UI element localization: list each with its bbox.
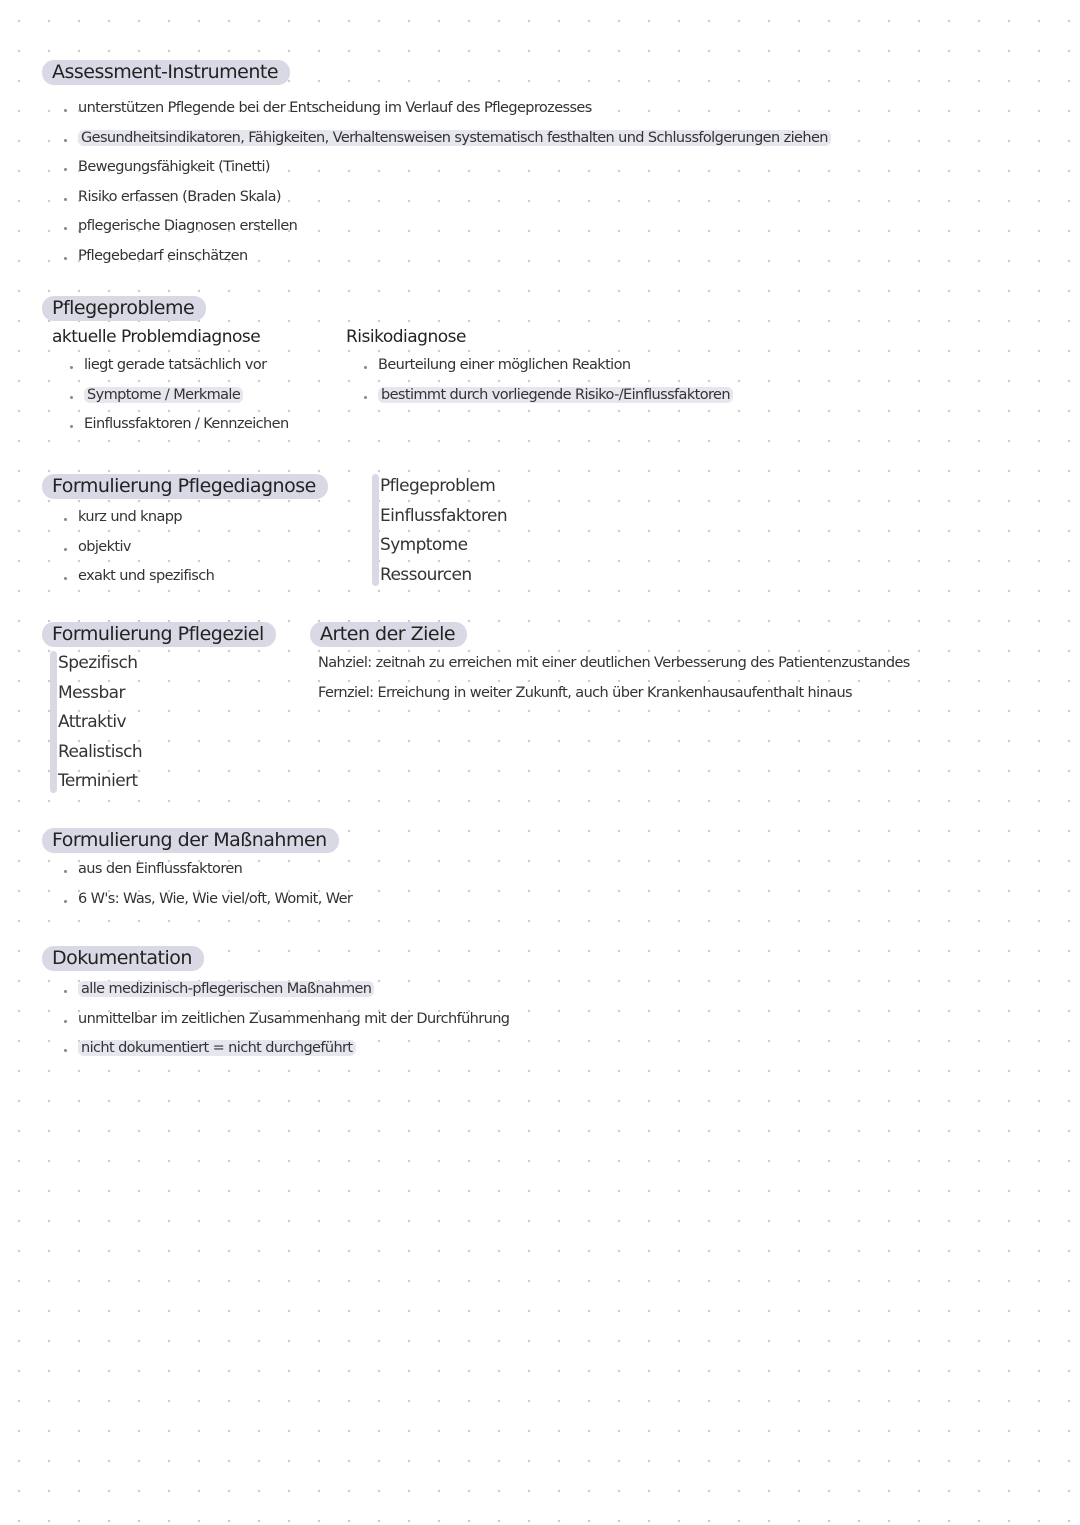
list-item: Realistisch (58, 741, 142, 762)
section-pflegeprobleme (42, 296, 206, 321)
heading-arten-ziele: Arten der Ziele (310, 622, 467, 647)
list-item: Spezifisch (58, 653, 138, 673)
list-item: Einflussfaktoren (380, 505, 507, 526)
pesr-list (368, 472, 1080, 590)
list-item: liegt gerade tatsächlich vor (48, 351, 289, 381)
list-item: bestimmt durch vorliegende Risiko-/Einflussfaktoren (342, 381, 733, 411)
heading-formulierung-ziel: Formulierung Pflegeziel (42, 622, 276, 647)
list-item: objektiv (42, 533, 328, 563)
heading-formulierung-diagnose: Formulierung Pflegediagnose (42, 474, 328, 499)
list-item: Beurteilung einer möglichen Reaktion (342, 351, 733, 381)
section-assessment (42, 60, 831, 271)
list-item: 6 W's: Was, Wie, Wie viel/oft, Womit, Wer (42, 885, 352, 915)
list-item: Ressourcen (380, 564, 472, 585)
list-item: Pflegebedarf einschätzen (42, 242, 831, 272)
section-formulierung-ziel (42, 622, 276, 797)
list-item: unterstützen Pflegende bei der Entscheidung im Verlauf des Pflegeprozesses (42, 94, 831, 124)
diagnose-list (42, 503, 328, 592)
aktuell-list (48, 351, 289, 440)
arten-list (310, 649, 910, 708)
risiko-list (342, 351, 733, 410)
aktuelle-problemdiagnose (48, 326, 289, 440)
list-item: nicht dokumentiert = nicht durchgeführt (42, 1034, 509, 1064)
heading-assessment: Assessment-Instrumente (42, 60, 290, 85)
subheading-risiko: Risikodiagnose (346, 327, 466, 347)
heading-pflegeprobleme: Pflegeprobleme (42, 296, 206, 321)
list-item: Messbar (58, 682, 125, 703)
section-massnahmen (42, 828, 352, 914)
heading-dokumentation: Dokumentation (42, 946, 204, 971)
list-item: Terminiert (58, 771, 138, 791)
subheading-aktuell: aktuelle Problemdiagnose (52, 327, 261, 347)
heading-massnahmen: Formulierung der Maßnahmen (42, 828, 339, 853)
list-item: Nahziel: zeitnah zu erreichen mit einer deutlichen Verbesserung des Patientenzustandes (318, 655, 910, 671)
list-item: Einflussfaktoren / Kennzeichen (48, 410, 289, 440)
risikodiagnose (342, 326, 733, 410)
assessment-list (42, 94, 831, 271)
list-item: unmittelbar im zeitlichen Zusammenhang mit der Durchführung (42, 1005, 509, 1035)
list-item: aus den Einflussfaktoren (42, 855, 352, 885)
smart-list (46, 649, 276, 797)
massnahmen-list (42, 855, 352, 914)
list-item: kurz und knapp (42, 503, 328, 533)
section-arten-ziele (310, 622, 910, 708)
list-item: pflegerische Diagnosen erstellen (42, 212, 831, 242)
dokumentation-list (42, 975, 509, 1064)
list-item: Symptome / Merkmale (48, 381, 289, 411)
list-item: exakt und spezifisch (42, 562, 328, 592)
list-item: Fernziel: Erreichung in weiter Zukunft, auch über Krankenhausaufenthalt hinaus (318, 684, 852, 701)
list-item: Bewegungsfähigkeit (Tinetti) (42, 153, 831, 183)
list-item: Gesundheitsindikatoren, Fähigkeiten, Verhaltensweisen systematisch festhalten und Schlussfolgerungen ziehen (42, 124, 831, 154)
list-item: Symptome (380, 535, 468, 555)
list-item: Attraktiv (58, 712, 126, 732)
list-item: alle medizinisch-pflegerischen Maßnahmen (42, 975, 509, 1005)
section-formulierung-diagnose (42, 474, 328, 592)
list-item: Risiko erfassen (Braden Skala) (42, 183, 831, 213)
list-item: Pflegeproblem (380, 476, 496, 496)
section-dokumentation (42, 946, 509, 1064)
